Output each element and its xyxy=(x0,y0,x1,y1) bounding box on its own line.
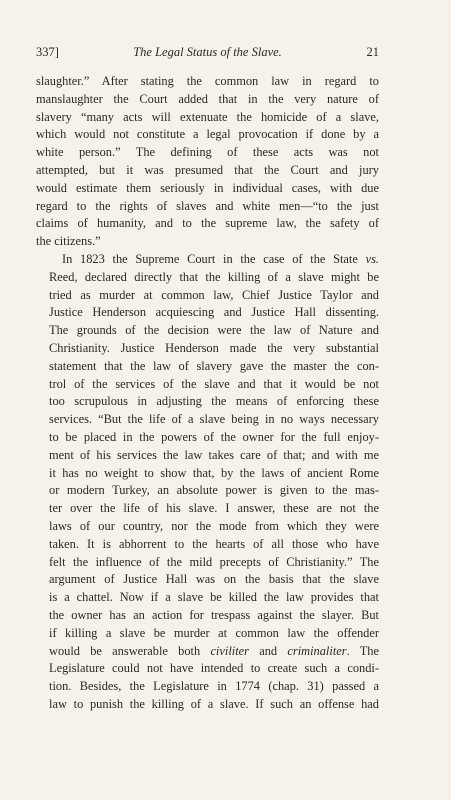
text-line: trol of the services of the slave and that it would be not xyxy=(49,376,379,391)
text-line: Reed, declared directly that the killing of a slave might be xyxy=(49,269,379,284)
text-line: ment of his services the law takes care of that; and with me xyxy=(49,447,379,462)
text-line: felt the influence of the mild precepts of Christianity.” The xyxy=(49,554,379,569)
text-line: the owner has an action for trespass against the slayer. But xyxy=(49,607,379,622)
paragraph xyxy=(36,73,379,251)
text-line: statement that the law of slavery gave the master the con- xyxy=(49,358,379,373)
text-line: In 1823 the Supreme Court in the case of the State vs. xyxy=(62,251,379,266)
text-line: white person.” The defining of these acts was not xyxy=(36,145,379,160)
text-line: services. “But the life of a slave being in no ways necessary xyxy=(49,412,379,427)
text-line: ter over the life of his slave. I answer, these are not the xyxy=(49,501,379,516)
text-line: would estimate them seriously in individual cases, with due xyxy=(36,180,379,195)
text-line: taken. It is abhorrent to the hearts of all those who have xyxy=(49,536,379,551)
header-left-number: 337] xyxy=(36,45,59,59)
text-line: slaughter.” After stating the common law in regard to xyxy=(36,74,379,88)
text-line: regard to the rights of slaves and white men—“to the just xyxy=(36,198,379,213)
text-line: too scrupulous in adjusting the means of enforcing these xyxy=(49,394,379,409)
text-line: manslaughter the Court added that in the very nature of xyxy=(36,91,379,106)
text-line: laws of our country, nor the mode from which they were xyxy=(49,518,379,533)
text-line: is a chattel. Now if a slave be killed the law provides that xyxy=(49,590,379,605)
text-line: claims of humanity, and to the supreme law, the safety of xyxy=(36,216,379,231)
text-line: tion. Besides, the Legislature in 1774 (chap. 31) passed a xyxy=(49,679,379,694)
text-line: the citizens.” xyxy=(36,234,101,249)
text-line: it has no weight to show that, by the laws of ancient Rome xyxy=(49,465,379,480)
running-title: The Legal Status of the Slave. xyxy=(133,45,282,59)
text-line: argument of Justice Hall was on the basis that the slave xyxy=(49,572,379,587)
text-line: tried as murder at common law, Chief Justice Taylor and xyxy=(49,287,379,302)
text-line: or modern Turkey, an absolute power is given to the mas- xyxy=(49,483,379,498)
text-line: which would not constitute a legal provocation if done by a xyxy=(36,127,379,142)
text-line: if killing a slave be murder at common law the offender xyxy=(49,625,379,640)
text-line: Legislature could not have intended to create such a condi- xyxy=(49,661,379,676)
paragraph xyxy=(36,251,379,714)
page-header xyxy=(36,44,379,60)
page-number: 21 xyxy=(366,45,379,59)
text-line: Christianity. Justice Henderson made the very substantial xyxy=(49,340,379,355)
text-line: would be answerable both civiliter and criminaliter. The xyxy=(49,643,379,658)
text-line: law to punish the killing of a slave. If such an offense had xyxy=(49,696,379,711)
body-text xyxy=(36,73,379,714)
text-line: Justice Henderson acquiescing and Justice Hall dissenting. xyxy=(49,305,379,320)
text-line: The grounds of the decision were the law of Nature and xyxy=(49,323,379,338)
text-line: to be placed in the powers of the owner for the full enjoy- xyxy=(49,429,379,444)
text-line: attempted, but it was presumed that the Court and jury xyxy=(36,162,379,177)
text-line: slavery “many acts will extenuate the homicide of a slave, xyxy=(36,109,379,124)
